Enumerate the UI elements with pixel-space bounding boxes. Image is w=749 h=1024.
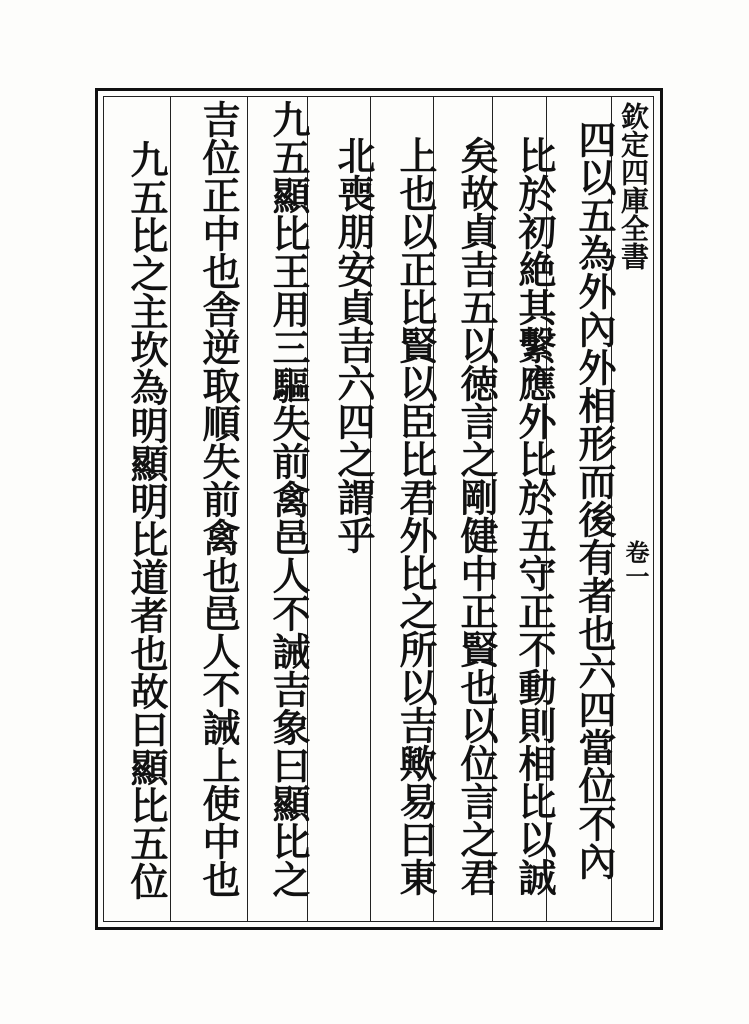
book-title: 欽定四庫全書 (617, 102, 650, 270)
page-margin-column (615, 100, 651, 918)
column-divider (170, 96, 171, 922)
text-column-7: 吉位正中也舎逆取順失前禽也邑人不誡上使中也 (196, 100, 241, 898)
column-divider (247, 96, 248, 922)
text-column-8: 九五比之主坎為明顯明比道者也故曰顯比五位 (124, 140, 169, 900)
text-column-1: 四以五為外內外相形而後有者也六四當位不內 (572, 120, 617, 880)
text-column-5: 北喪朋安貞吉六四之謂乎 (331, 136, 376, 554)
text-column-3: 矣故貞吉五以徳言之剛健中正賢也以位言之君 (454, 136, 499, 896)
text-column-4: 上也以正比賢以臣比君外比之所以吉歟易曰東 (393, 136, 438, 896)
text-column-2: 比於初絶其繫應外比於五守正不動則相比以誠 (512, 136, 557, 896)
volume-label: 卷一 (621, 540, 650, 588)
text-column-6: 九五顯比王用三驅失前禽邑人不誡吉象曰顯比之 (266, 100, 311, 898)
